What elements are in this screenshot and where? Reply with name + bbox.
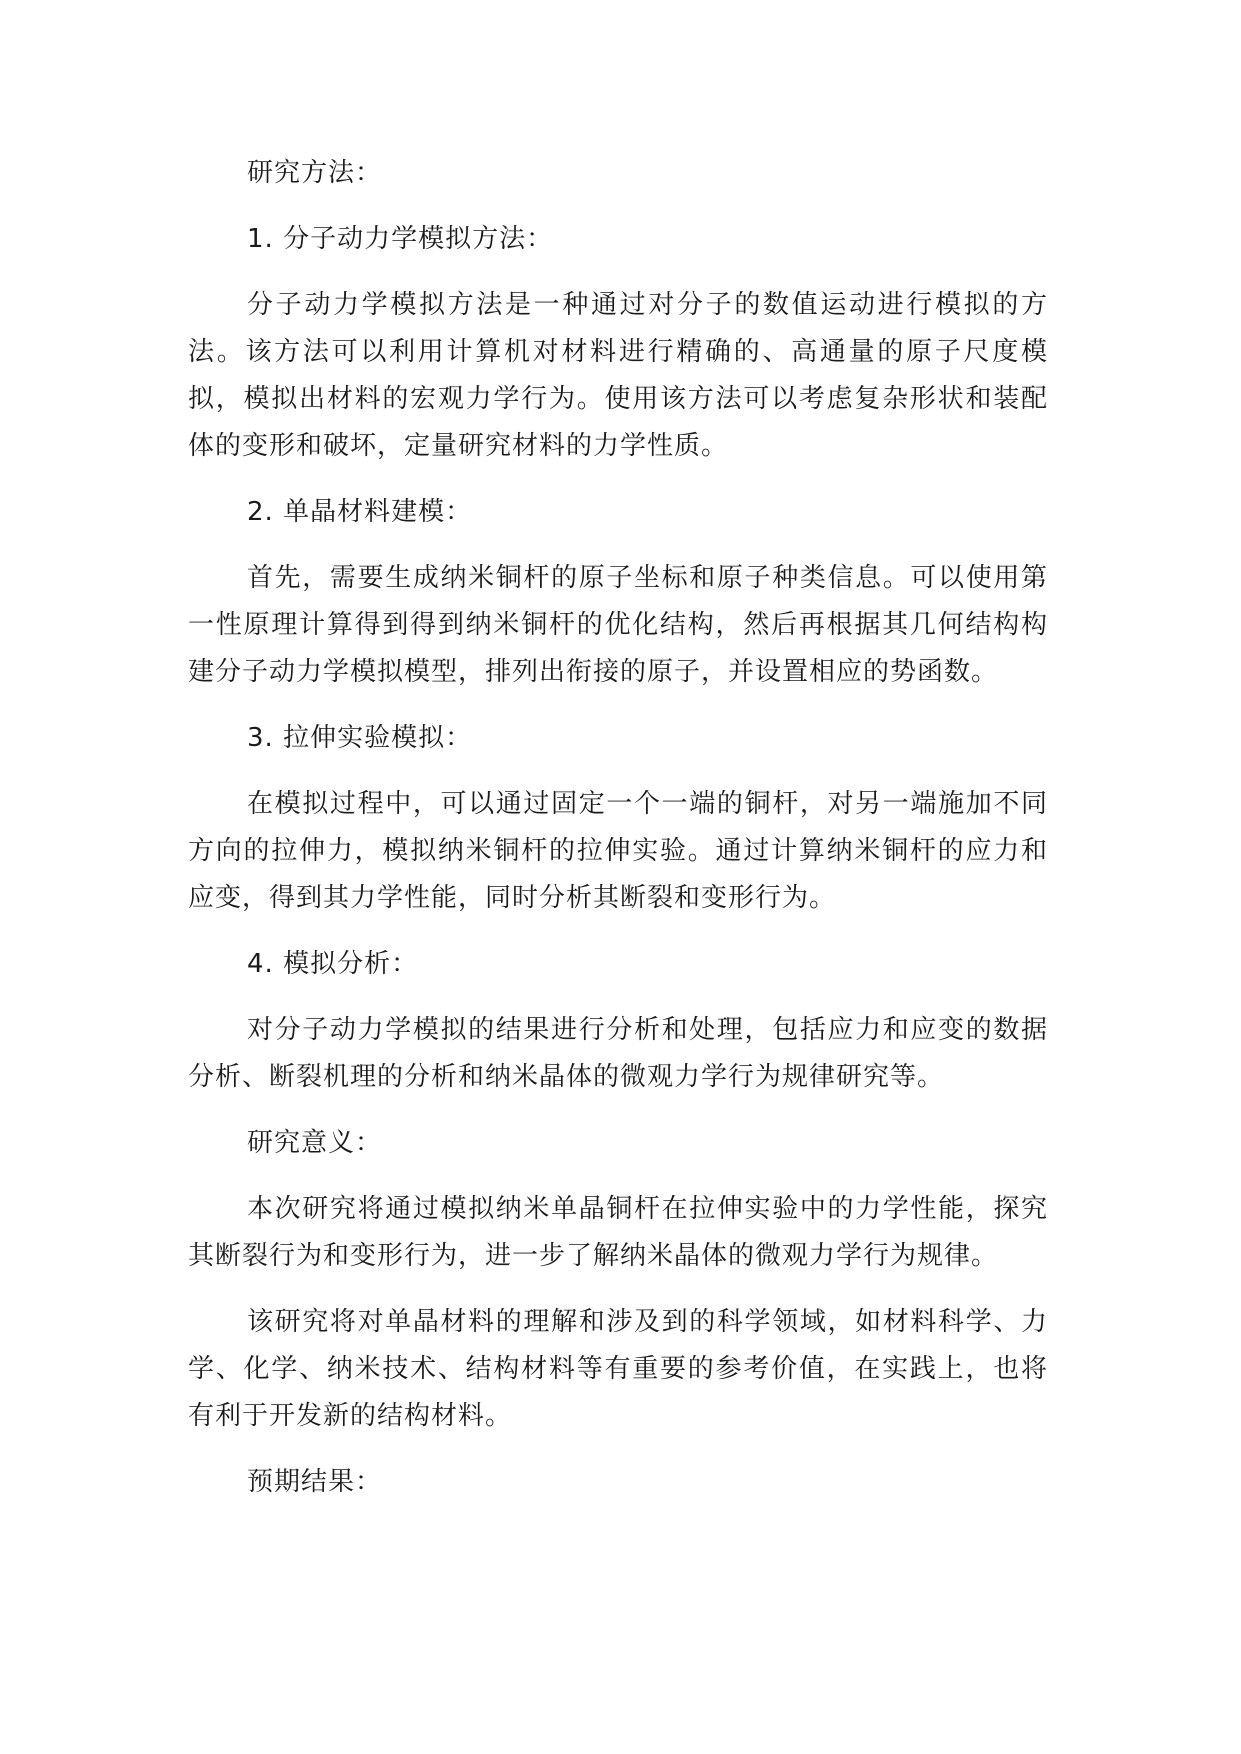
paragraph-single-crystal-modeling: 首先，需要生成纳米铜杆的原子坐标和原子种类信息。可以使用第一性原理计算得到得到纳米铜杆的优化结构，然后再根据其几何结构构建分子动力学模拟模型，排列出衔接的原子，并设置相应的势函数。 (188, 563, 1048, 687)
paragraph-md-simulation: 分子动力学模拟方法是一种通过对分子的数值运动进行模拟的方法。该方法可以利用计算机对材料进行精确的、高通量的原子尺度模拟，模拟出材料的宏观力学行为。使用该方法可以考虑复杂形状和装配体的变形和破坏，定量研究材料的力学性质。 (188, 290, 1048, 461)
subheading-md-simulation: 1. 分子动力学模拟方法： (247, 224, 554, 254)
paragraph-simulation-analysis: 对分子动力学模拟的结果进行分析和处理，包括应力和应变的数据分析、断裂机理的分析和纳米晶体的微观力学行为规律研究等。 (188, 1015, 1048, 1092)
subheading-simulation-analysis: 4. 模拟分析： (247, 949, 419, 979)
subheading-tensile-simulation: 3. 拉伸实验模拟： (247, 723, 473, 753)
paragraph-tensile-simulation: 在模拟过程中，可以通过固定一个一端的铜杆，对另一端施加不同方向的拉伸力，模拟纳米铜杆的拉伸实验。通过计算纳米铜杆的应力和应变，得到其力学性能，同时分析其断裂和变形行为。 (188, 789, 1048, 913)
heading-expected-results: 预期结果： (247, 1467, 383, 1497)
paragraph-significance-2: 该研究将对单晶材料的理解和涉及到的科学领域，如材料科学、力学、化学、纳米技术、结构材料等有重要的参考价值，在实践上，也将有利于开发新的结构材料。 (188, 1307, 1048, 1431)
subheading-single-crystal-modeling: 2. 单晶材料建模： (247, 497, 473, 527)
document-body (188, 150, 1048, 1525)
heading-research-methods: 研究方法： (247, 158, 383, 188)
paragraph-significance-1: 本次研究将通过模拟纳米单晶铜杆在拉伸实验中的力学性能，探究其断裂行为和变形行为，进一步了解纳米晶体的微观力学行为规律。 (188, 1194, 1048, 1271)
heading-research-significance: 研究意义： (247, 1128, 383, 1158)
